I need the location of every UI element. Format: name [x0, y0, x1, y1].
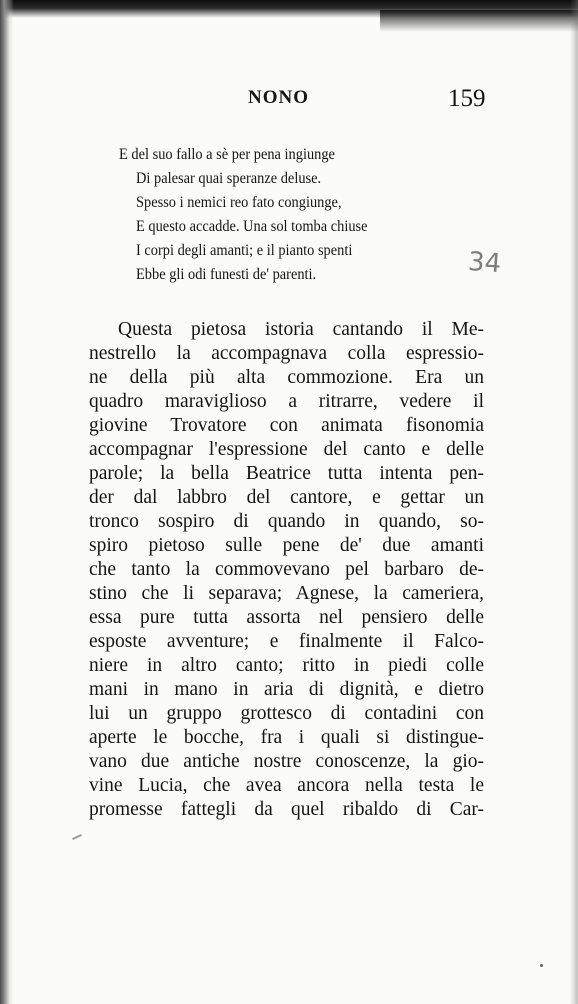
prose-line: vine Lucia, che avea ancora nella testa le	[89, 775, 484, 796]
prose-line: promesse fattegli da quel ribaldo di Car-	[89, 799, 484, 820]
prose-line: esposte avventure; e finalmente il Falco-	[89, 631, 484, 652]
verse-line: Spesso i nemici reo fato congiunge,	[136, 194, 342, 211]
verse-line: Ebbe gli odi funesti de' parenti.	[136, 266, 317, 283]
ink-mark	[72, 834, 82, 840]
prose-line: Questa pietosa istoria cantando il Me-	[118, 319, 484, 340]
verse-line: E del suo fallo a sè per pena ingiunge	[119, 146, 335, 163]
prose-line: tronco sospiro di quando in quando, so-	[89, 511, 484, 532]
prose-line: stino che li separava; Agnese, la cameriera,	[89, 583, 484, 604]
prose-line: niere in altro canto; ritto in piedi colle	[89, 655, 484, 676]
page-gutter-shadow	[0, 0, 14, 1004]
prose-line: vano due antiche nostre conoscenze, la gio-	[89, 751, 484, 772]
prose-line: mani in mano in aria di dignità, e dietro	[89, 679, 484, 700]
verse-line: I corpi degli amanti; e il pianto spenti	[136, 242, 353, 259]
verse-line: E questo accadde. Una sol tomba chiuse	[136, 218, 368, 235]
prose-line: quadro maraviglioso a ritrarre, vedere il	[89, 391, 484, 412]
prose-line: parole; la bella Beatrice tutta intenta pen-	[89, 463, 484, 484]
prose-line: essa pure tutta assorta nel pensiero delle	[89, 607, 484, 628]
page-number: 159	[448, 85, 486, 112]
prose-line: lui un gruppo grottesco di contadini con	[89, 703, 484, 724]
prose-line: nestrello la accompagnava colla espressio-	[89, 343, 484, 364]
page-right-shadow	[570, 0, 578, 1004]
running-head: NONO	[248, 87, 309, 108]
ink-dot	[540, 964, 543, 967]
prose-line: ne della più alta commozione. Era un	[89, 367, 484, 388]
prose-line: spiro pietoso sulle pene de' due amanti	[89, 535, 484, 556]
prose-line: che tanto la commovevano pel barbaro de-	[89, 559, 484, 580]
verse-line: Di palesar quai speranze deluse.	[136, 170, 322, 187]
prose-line: accompagnar l'espressione del canto e delle	[89, 439, 484, 460]
page-top-shadow-tail	[380, 10, 578, 32]
prose-line: aperte le bocche, fra i quali si distingue-	[89, 727, 484, 748]
prose-line: giovine Trovatore con animata fisonomia	[89, 415, 484, 436]
handwritten-margin-note: 34	[466, 246, 503, 280]
prose-line: der dal labbro del cantore, e gettar un	[89, 487, 484, 508]
